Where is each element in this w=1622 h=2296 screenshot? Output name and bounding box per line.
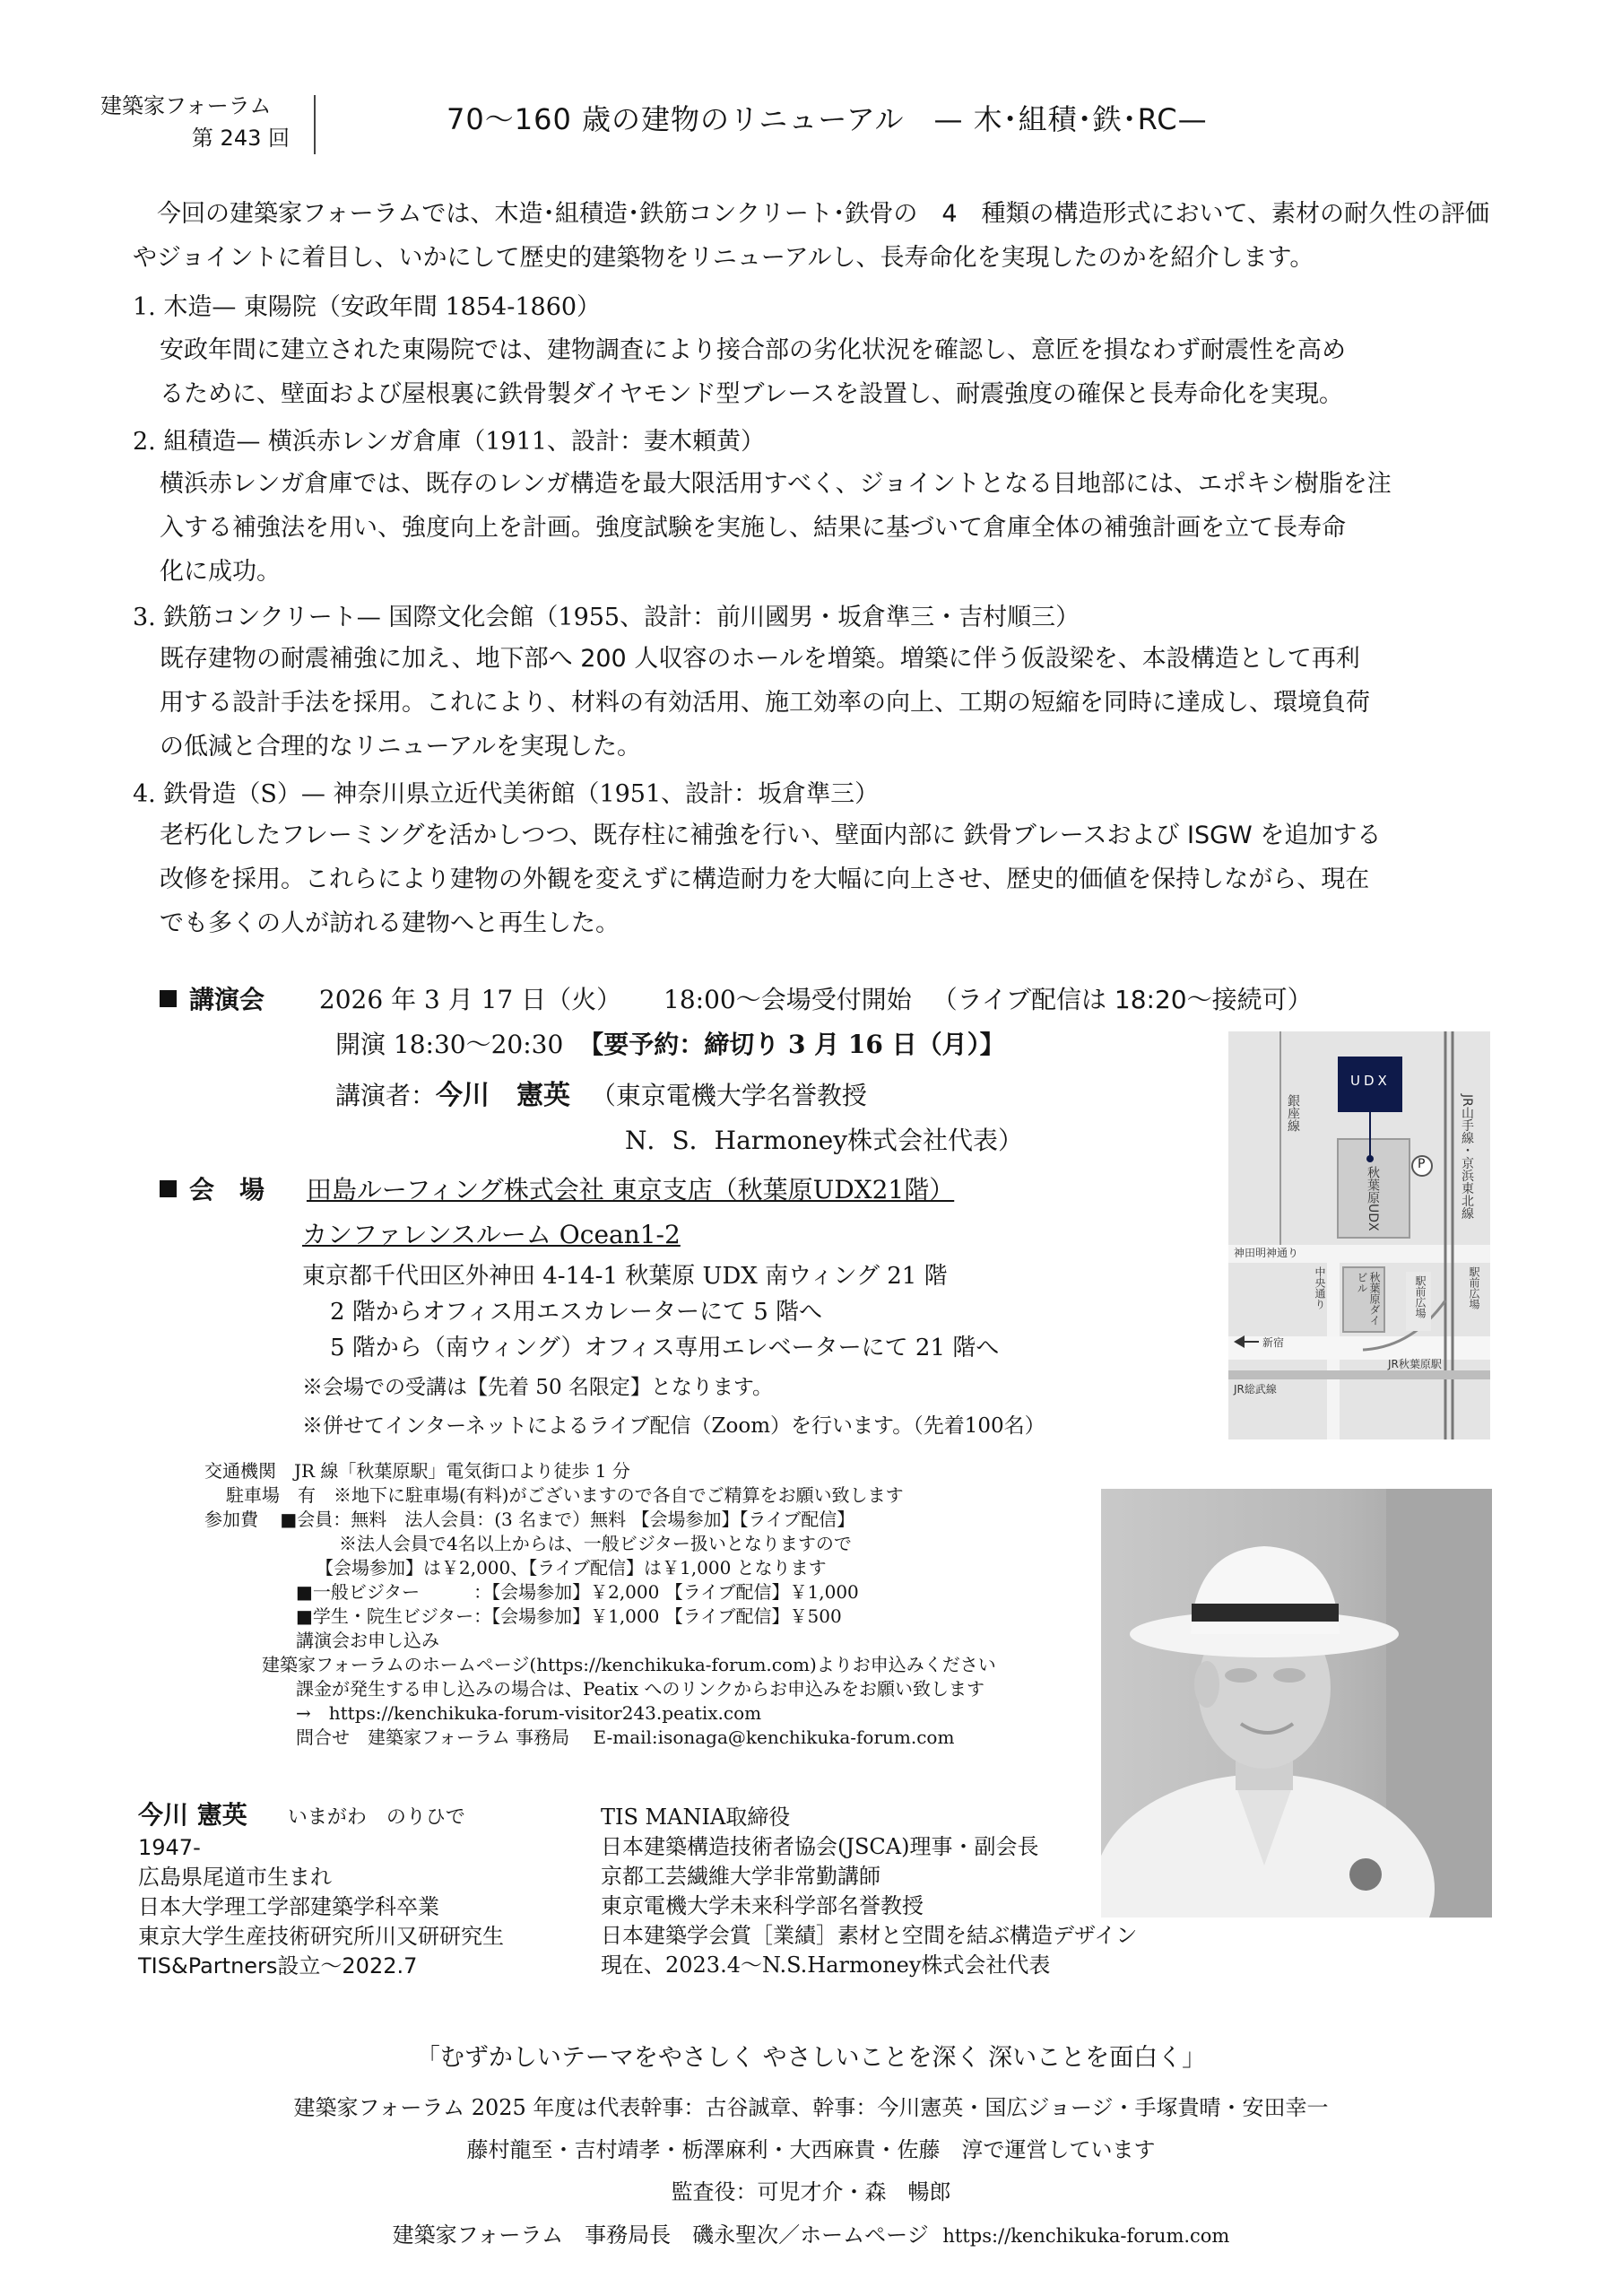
venue-route1: 2 階からオフィス用エスカレーターにて 5 階へ [330,1299,823,1326]
map-label-ekimae-2: 駅前広場 [1468,1266,1480,1309]
item-4-body [160,813,1505,945]
info-apply1: 建築家フォーラムのホームページ(https://kenchikuka-forum.com)よりお申込みください [262,1654,996,1675]
item-1-line: るために、壁面および屋根裏に鉄骨製ダイヤモンド型ブレースを設置し、耐震強度の確保と長寿命化を実現。 [160,380,1344,408]
map-label-sobu: JR総武線 [1234,1383,1277,1396]
lecture-label: 講演会 [189,985,265,1014]
item-3-body [160,637,1505,769]
photo-eye-left [1225,1668,1257,1683]
map-label-parking: P [1418,1157,1426,1171]
profile-right-line: 日本建築構造技術者協会(JSCA)理事・副会長 [601,1834,1039,1859]
page-title: 70～160 歳の建物のリニューアル — 木･組積･鉄･RC— [447,102,1208,136]
lecture-line3 [335,1073,867,1112]
info-fee-note2: 【会場参加】は￥2,000、【ライブ配信】は￥1,000 となります [316,1557,827,1578]
speaker-portrait [1101,1489,1492,1918]
info-parking: 駐車場 有 ※地下に駐車場(有料)がございますので各自でご精算をお願い致します [226,1484,904,1506]
info-fee-note1: ※法人会員で4名以上からは、一般ビジター扱いとなりますので [339,1533,852,1554]
info-transport: 交通機関 JR 線「秋葉原駅」電気街口より徒歩 1 分 [204,1460,630,1482]
profile-name: 今川 憲英 [138,1800,247,1830]
lecture-start: 開演 18:30～20:30 [335,1030,564,1059]
map-label-ekimae: 駅前広場 [1414,1275,1427,1318]
item-2-line: 横浜赤レンガ倉庫では、既存のレンガ構造を最大限活用すべく、ジョイントとなる目地部には、エポキシ樹脂を注 [160,470,1392,498]
profile-left-line: 広島県尾道市生まれ [138,1865,332,1890]
item-2-heading: 2. 組積造— 横浜赤レンガ倉庫（1911、設計：妻木頼黄） [133,428,765,456]
speaker-title2: N．S．Harmoney株式会社代表） [625,1126,1024,1155]
map-label-jr-akiba: JR秋葉原駅 [1388,1358,1442,1370]
profile-name-row [138,1796,465,1831]
item-2-line: 入する補強法を用い、強度向上を計画。強度試験を実施し、結果に基づいて倉庫全体の補強計画を立て長寿命 [160,514,1346,542]
udx-pointer-dot [1366,1155,1374,1162]
item-1-heading: 1. 木造— 東陽院（安政年間 1854‐1860） [133,293,602,321]
item-4-line: 老朽化したフレーミングを活かしつつ、既存柱に補強を行い、壁面内部に 鉄骨ブレースおよび ISGW を追加する [160,822,1382,849]
footer-line4 [0,2217,1622,2248]
venue-map [1228,1031,1490,1439]
item-2-body [160,462,1505,594]
speaker-photo [1101,1489,1492,1918]
series-label [100,90,293,154]
map-label-chuo: 中央通り [1314,1266,1326,1309]
footer-office: 建築家フォーラム 事務局長 磯永聖次／ホームページ [392,2222,929,2248]
speaker-title1: （東京電機大学名誉教授 [590,1081,867,1110]
profile-right-line: 京都工芸繊維大学非常勤講師 [601,1864,880,1889]
speaker-prefix: 講演者： [335,1081,437,1110]
item-1-line: 安政年間に建立された東陽院では、建物調査により接合部の劣化状況を確認し、意匠を損なわず耐震性を高め [160,336,1346,364]
photo-hat-band [1192,1604,1339,1622]
venue-note1: ※会場での受講は【先着 50 名限定】となります。 [302,1376,774,1399]
map-label-kanda: 神田明神通り [1234,1247,1299,1259]
rail-sobu [1228,1370,1490,1379]
info-fee2: ■一般ビジター ：【会場参加】￥2,000 【ライブ配信】￥1,000 [296,1581,859,1603]
profile-left-line: 日本大学理工学部建築学科卒業 [138,1894,439,1919]
footer-motto: 「むずかしいテーマをやさしく やさしいことを深く 深いことを面白く」 [415,2044,1207,2072]
item-4-heading: 4. 鉄骨造（S）— 神奈川県立近代美術館（1951、設計：坂倉準三） [133,780,880,808]
lecture-line1 [160,980,1313,1016]
map-label-udx: UDX [1350,1073,1391,1089]
item-4-line: 改修を採用。これらにより建物の外観を変えずに構造耐力を大幅に向上させ、歴史的価値を保持しながら、現在 [160,865,1370,893]
venue-room: カンファレンスルーム Ocean1-2 [302,1220,681,1249]
lecture-live: （ライブ配信は 18:20～接続可） [932,985,1313,1014]
venue-line1 [160,1170,954,1206]
info-fee-row [204,1508,854,1532]
photo-pocket-square [1349,1858,1382,1891]
photo-eye-right [1273,1668,1305,1683]
profile-left-line: 東京大学生産技術研究所川又研研究生 [138,1924,504,1949]
item-4-line: でも多くの人が訪れる建物へと再生した。 [160,909,620,937]
venue-name: 田島ルーフィング株式会社 東京支店（秋葉原UDX21階） [306,1175,955,1205]
item-3-line: 用する設計手法を採用。これにより、材料の有効活用、施工効率の向上、工期の短縮を同時に達成し、環境負荷 [160,689,1370,717]
map-label-akiba-udx: 秋葉原UDX [1366,1166,1380,1231]
venue-address: 東京都千代田区外神田 4-14-1 秋葉原 UDX 南ウィング 21 階 [302,1263,948,1290]
footer-line3: 監査役：可児才介・森 暢郎 [671,2179,951,2205]
lecture-date: 2026 年 3 月 17 日（火） [318,985,622,1014]
profile-reading: いまがわ のりひで [287,1806,465,1829]
venue-route2: 5 階から（南ウィング）オフィス専用エレベーターにて 21 階へ [330,1335,1000,1361]
profile-left [138,1833,504,1981]
venue-label: 会 場 [189,1175,265,1205]
map-graphic [1228,1031,1490,1439]
profile-right-line: 東京電機大学未来科学部名誉教授 [601,1893,924,1918]
venue-note2: ※併せてインターネットによるライブ配信（Zoom）を行います。（先着100名） [302,1414,1045,1438]
black-square-icon [160,990,177,1007]
map-label-shinjuku: 新宿 [1262,1336,1285,1349]
intro-paragraph: 今回の建築家フォーラムでは、木造･組積造･鉄筋コンクリート･鉄骨の 4 種類の構造形式において、素材の耐久性の評価やジョイントに着目し、いかにして歴史的建築物をリニューアルし、長寿命化を実現したのかを紹介します。 [133,200,1489,272]
item-1-body [160,328,1505,416]
profile-right-line: 現在、2023.4～N.S.Harmoney株式会社代表 [601,1952,1051,1978]
lecture-reception: 18:00～会場受付開始 [664,985,912,1014]
series-line1: 建築家フォーラム [100,93,272,118]
profile-left-line: 1947‐ [138,1835,201,1860]
lecture-reserve: 【要予約：締切り 3 月 16 日（月）】 [578,1030,1005,1059]
info-fee1: ■会員：無料 法人会員：(3 名まで）無料 【会場参加】【ライブ配信】 [280,1509,855,1530]
info-apply-label: 講演会お申し込み [296,1630,439,1651]
item-3-line: の低減と合理的なリニューアルを実現した。 [160,733,642,761]
footer-line2: 藤村龍至・吉村靖孝・栃澤麻利・大西麻貴・佐藤 淳で運営しています [466,2137,1156,2162]
speaker-name: 今川 憲英 [436,1080,571,1111]
map-label-jr-yamanote: JR山手線・京浜東北線 [1460,1094,1474,1220]
lecture-line2 [335,1025,1005,1061]
profile-right [601,1803,1137,1980]
info-fee3: ■学生・院生ビジター：【会場参加】￥1,000 【ライブ配信】￥500 [296,1605,842,1627]
profile-right-line: 日本建築学会賞［業績］素材と空間を結ぶ構造デザイン [601,1923,1138,1948]
map-label-ginza: 銀座線 [1286,1094,1300,1132]
series-line2: 第 243 回 [191,126,290,151]
info-apply2: 課金が発生する申し込みの場合は、Peatix へのリンクからお申込みをお願い致します [296,1678,984,1700]
header-divider [314,95,316,154]
profile-right-line: TIS MANIA取締役 [601,1805,791,1830]
black-square-icon [160,1180,177,1197]
footer-homepage-link[interactable]: https://kenchikuka-forum.com [942,2225,1230,2247]
info-contact: 問合せ 建築家フォーラム 事務局 E-mail:isonaga@kenchikuka-forum.com [296,1726,955,1748]
map-label-daibiru: 秋葉原ダイビル [1356,1272,1381,1326]
info-apply3-link[interactable]: → https://kenchikuka-forum-visitor243.peatix.com [296,1702,762,1724]
item-3-line: 既存建物の耐震補強に加え、地下部へ 200 人収容のホールを増築。増築に伴う仮設梁を、本設構造として再利 [160,645,1360,673]
photo-ear [1194,1661,1219,1708]
item-3-heading: 3. 鉄筋コンクリート— 国際文化会館（1955、設計：前川國男・坂倉準三・吉村順三） [133,604,1080,631]
footer-line1: 建築家フォーラム 2025 年度は代表幹事：古谷誠章、幹事：今川憲英・国広ジョージ・手塚貴晴・安田幸一 [293,2095,1329,2120]
profile-left-line: TIS&Partners設立～2022.7 [138,1953,418,1979]
info-fee-label: 参加費 [204,1509,258,1530]
item-2-line: 化に成功。 [160,558,281,586]
